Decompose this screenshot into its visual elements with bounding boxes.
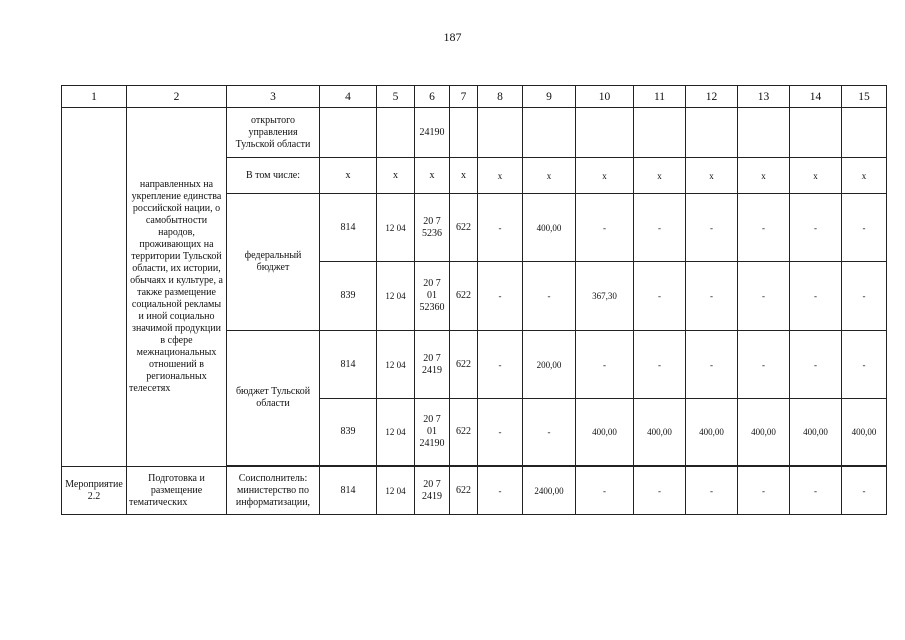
code-cell: 20 7 01 52360 <box>415 262 450 331</box>
header-cell: 10 <box>576 86 634 108</box>
cell: - <box>738 194 790 262</box>
cell: 2400,00 <box>523 467 576 515</box>
cell: - <box>523 262 576 331</box>
cell: 400,00 <box>576 399 634 466</box>
table-row <box>62 467 887 515</box>
code-cell: 20 7 5236 <box>415 194 450 262</box>
header-cell: 3 <box>227 86 320 108</box>
cell: 400,00 <box>790 399 842 466</box>
cell <box>478 108 523 158</box>
cell: - <box>478 399 523 466</box>
cell: - <box>842 262 887 331</box>
header-row <box>62 86 887 108</box>
cell <box>686 108 738 158</box>
cell: 400,00 <box>634 399 686 466</box>
header-cell: 1 <box>62 86 127 108</box>
cell: - <box>790 331 842 399</box>
x-cell: x <box>450 158 478 194</box>
cell: - <box>738 331 790 399</box>
cell: 622 <box>450 399 478 466</box>
header-cell: 14 <box>790 86 842 108</box>
col1-empty-cell <box>62 108 127 467</box>
cell: 12 04 <box>377 194 415 262</box>
x-cell: x <box>415 158 450 194</box>
cell <box>842 108 887 158</box>
cell: 400,00 <box>738 399 790 466</box>
cell: - <box>790 194 842 262</box>
header-cell: 2 <box>127 86 227 108</box>
cell: 12 04 <box>377 399 415 466</box>
cell: 400,00 <box>686 399 738 466</box>
cell: 839 <box>320 262 377 331</box>
federal-budget-label: федеральный бюджет <box>227 194 320 331</box>
cell: - <box>842 331 887 399</box>
cell: 200,00 <box>523 331 576 399</box>
cell: - <box>478 262 523 331</box>
code-cell: 24190 <box>415 108 450 158</box>
cell: - <box>686 331 738 399</box>
cell: 814 <box>320 331 377 399</box>
cell: - <box>686 194 738 262</box>
cell: 12 04 <box>377 467 415 515</box>
cell: - <box>478 331 523 399</box>
executor-cell: открытого управления Тульской области <box>227 108 320 158</box>
header-cell: 11 <box>634 86 686 108</box>
x-cell: x <box>686 158 738 194</box>
code-cell: 20 7 2419 <box>415 467 450 515</box>
x-cell: x <box>842 158 887 194</box>
cell: - <box>634 467 686 515</box>
header-cell: 6 <box>415 86 450 108</box>
x-cell: x <box>478 158 523 194</box>
cell: - <box>686 467 738 515</box>
page-number: 187 <box>443 30 462 44</box>
cell: 622 <box>450 331 478 399</box>
header-cell: 13 <box>738 86 790 108</box>
cell: 12 04 <box>377 262 415 331</box>
cell: - <box>634 262 686 331</box>
header-cell: 4 <box>320 86 377 108</box>
cell: - <box>478 194 523 262</box>
including-label: В том числе: <box>227 158 320 194</box>
x-cell: x <box>790 158 842 194</box>
cell <box>450 108 478 158</box>
header-cell: 9 <box>523 86 576 108</box>
header-cell: 5 <box>377 86 415 108</box>
cell: 622 <box>450 194 478 262</box>
cell: 814 <box>320 467 377 515</box>
measure-id: Мероприятие 2.2 <box>62 467 127 515</box>
measure-description: направленных на укрепление единства российской нации, о самобытности народов, проживающих на территории Тульской области, их истории, обычаях и культуре, а также размещение социальной рекламы и иной социально значимой продукции в сфере межнациональных отношений в региональных телесетях <box>127 108 227 467</box>
cell: 622 <box>450 467 478 515</box>
cell: - <box>842 467 887 515</box>
header-cell: 7 <box>450 86 478 108</box>
cell <box>634 108 686 158</box>
cell: 814 <box>320 194 377 262</box>
budget-table <box>61 85 887 515</box>
cell: - <box>576 194 634 262</box>
header-cell: 8 <box>478 86 523 108</box>
code-cell: 20 7 01 24190 <box>415 399 450 466</box>
cell <box>523 108 576 158</box>
regional-budget-label: бюджет Тульской области <box>227 331 320 466</box>
x-cell: x <box>738 158 790 194</box>
cell: - <box>634 194 686 262</box>
x-cell: x <box>634 158 686 194</box>
cell: 400,00 <box>523 194 576 262</box>
cell: 400,00 <box>842 399 887 466</box>
x-cell: x <box>523 158 576 194</box>
cell: 367,30 <box>576 262 634 331</box>
cell: - <box>738 262 790 331</box>
cell: - <box>686 262 738 331</box>
cell: - <box>576 331 634 399</box>
cell: - <box>478 467 523 515</box>
cell: - <box>738 467 790 515</box>
cell: 839 <box>320 399 377 466</box>
cell <box>576 108 634 158</box>
cell: - <box>576 467 634 515</box>
cell: - <box>634 331 686 399</box>
header-cell: 12 <box>686 86 738 108</box>
table-row <box>62 108 887 158</box>
cell <box>738 108 790 158</box>
cell <box>790 108 842 158</box>
header-cell: 15 <box>842 86 887 108</box>
code-cell: 20 7 2419 <box>415 331 450 399</box>
x-cell: x <box>377 158 415 194</box>
cell: - <box>523 399 576 466</box>
cell: - <box>790 262 842 331</box>
cell <box>377 108 415 158</box>
x-cell: x <box>576 158 634 194</box>
executor-cell: Соисполнитель: министерство по информатизации, <box>227 467 320 515</box>
cell: - <box>842 194 887 262</box>
cell: - <box>790 467 842 515</box>
cell: 12 04 <box>377 331 415 399</box>
cell <box>320 108 377 158</box>
measure-description: Подготовка и размещение тематических <box>127 467 227 515</box>
x-cell: x <box>320 158 377 194</box>
cell: 622 <box>450 262 478 331</box>
